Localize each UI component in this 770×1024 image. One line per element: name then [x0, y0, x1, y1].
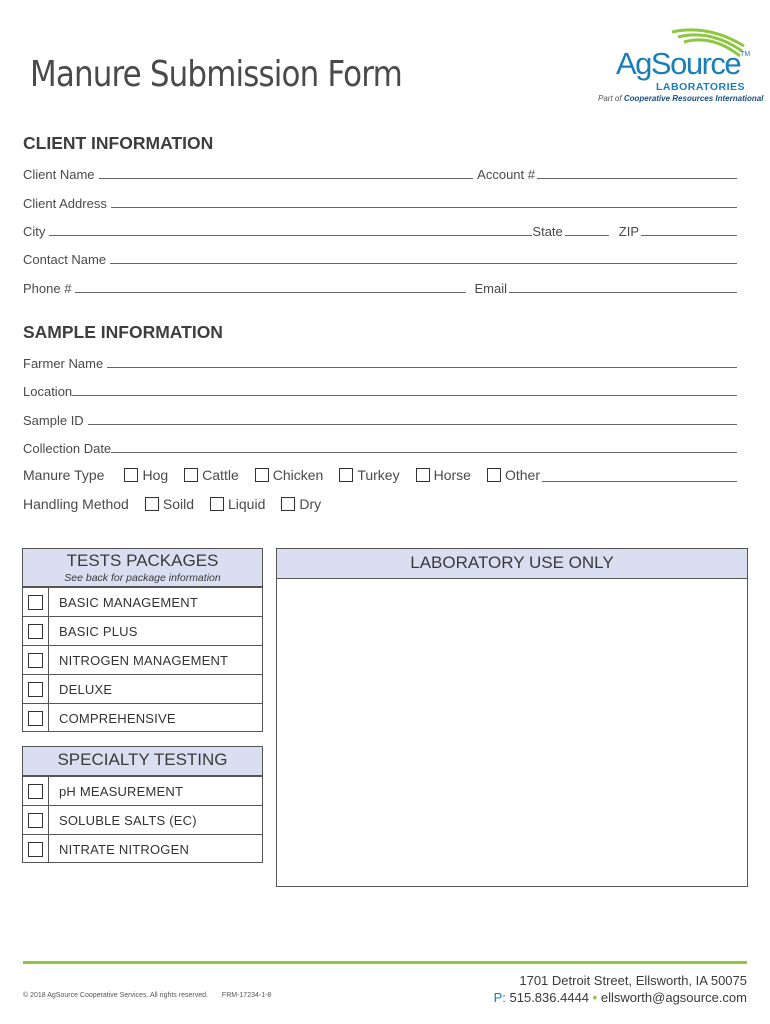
- package-checkbox[interactable]: [28, 682, 43, 697]
- manure-type-row: [23, 467, 737, 483]
- logo-part-of: Part of Cooperative Resources International: [598, 94, 764, 103]
- solid-label: Soild: [162, 496, 194, 512]
- hog-label: Hog: [142, 467, 169, 483]
- sample-id-row[interactable]: [23, 410, 737, 428]
- chicken-label: Chicken: [272, 467, 324, 483]
- package-checkbox[interactable]: [28, 595, 43, 610]
- tests-packages-header: [23, 549, 262, 587]
- package-checkbox[interactable]: [28, 711, 43, 726]
- laboratory-use-header: [277, 549, 747, 579]
- copyright-text: © 2018 AgSource Cooperative Services. All rights reserved.: [23, 992, 208, 999]
- specialty-checkbox[interactable]: [28, 784, 43, 799]
- package-label: NITROGEN MANAGEMENT: [59, 652, 229, 668]
- turkey-checkbox[interactable]: [339, 468, 353, 482]
- test-package-item[interactable]: [23, 674, 262, 703]
- specialty-test-item[interactable]: [23, 834, 262, 863]
- laboratory-use-box: [276, 548, 748, 887]
- email-label: Email: [474, 281, 507, 296]
- contact-name-field[interactable]: [110, 262, 737, 264]
- horse-checkbox[interactable]: [416, 468, 430, 482]
- specialty-testing-box: [22, 746, 263, 863]
- email-field[interactable]: [509, 291, 737, 293]
- cattle-label: Cattle: [202, 467, 239, 483]
- manure-option-chicken[interactable]: [255, 467, 324, 483]
- phone-label: Phone #: [23, 281, 72, 296]
- test-package-item[interactable]: [23, 616, 262, 645]
- client-address-label: Client Address: [23, 196, 107, 211]
- handling-option-dry[interactable]: [281, 496, 321, 512]
- contact-name-row[interactable]: [23, 249, 737, 267]
- package-label: DELUXE: [59, 681, 113, 697]
- collection-date-row[interactable]: [23, 438, 737, 456]
- tests-packages-box: [22, 548, 263, 732]
- package-label: BASIC PLUS: [59, 623, 138, 639]
- manure-option-turkey[interactable]: [339, 467, 399, 483]
- client-name-row[interactable]: [23, 164, 737, 182]
- zip-label: ZIP: [618, 224, 639, 239]
- footer-copyright: [23, 992, 285, 999]
- form-code: FRM-17234-1-8: [221, 992, 272, 999]
- logo-tm: TM: [740, 51, 751, 58]
- account-label: Account #: [477, 167, 535, 182]
- specialty-label: NITRATE NITROGEN: [59, 841, 190, 857]
- hog-checkbox[interactable]: [124, 468, 138, 482]
- logo-brand: AgSource: [616, 46, 741, 81]
- package-checkbox[interactable]: [28, 653, 43, 668]
- other-checkbox[interactable]: [487, 468, 501, 482]
- tests-packages-title: TESTS PACKAGES: [66, 551, 219, 570]
- tests-packages-subtitle: See back for package information: [64, 572, 221, 584]
- manure-option-other[interactable]: [487, 467, 737, 483]
- cattle-checkbox[interactable]: [184, 468, 198, 482]
- test-package-item[interactable]: [23, 587, 262, 616]
- specialty-label: SOLUBLE SALTS (EC): [59, 812, 197, 828]
- specialty-test-item[interactable]: [23, 805, 262, 834]
- city-row[interactable]: [23, 221, 737, 239]
- city-field[interactable]: [49, 234, 532, 236]
- laboratory-use-title: LABORATORY USE ONLY: [410, 553, 614, 572]
- footer-contact: [494, 973, 747, 1005]
- other-label: Other: [504, 467, 540, 483]
- farmer-name-row[interactable]: [23, 353, 737, 371]
- state-label: State: [532, 224, 563, 239]
- footer-divider: [23, 961, 747, 964]
- agsource-logo: [598, 26, 764, 106]
- location-field[interactable]: [72, 394, 737, 396]
- farmer-name-field[interactable]: [107, 366, 737, 368]
- handling-option-solid[interactable]: [145, 496, 194, 512]
- manure-option-hog[interactable]: [124, 467, 168, 483]
- sample-id-field[interactable]: [88, 423, 737, 425]
- liquid-label: Liquid: [228, 496, 266, 512]
- liquid-checkbox[interactable]: [210, 497, 224, 511]
- specialty-checkbox[interactable]: [28, 842, 43, 857]
- sample-info-heading: SAMPLE INFORMATION: [23, 322, 223, 342]
- client-info-heading: CLIENT INFORMATION: [23, 133, 214, 153]
- contact-name-label: Contact Name: [23, 252, 107, 267]
- other-field[interactable]: [542, 469, 737, 482]
- collection-date-field[interactable]: [111, 451, 737, 453]
- manure-option-cattle[interactable]: [184, 467, 239, 483]
- package-label: BASIC MANAGEMENT: [59, 594, 198, 610]
- location-label: Location: [23, 384, 73, 399]
- horse-label: Horse: [433, 467, 471, 483]
- turkey-label: Turkey: [357, 467, 400, 483]
- bullet-separator: •: [592, 990, 598, 1005]
- zip-field[interactable]: [641, 234, 737, 236]
- client-name-label: Client Name: [23, 167, 95, 182]
- dry-checkbox[interactable]: [281, 497, 295, 511]
- footer-address: 1701 Detroit Street, Ellsworth, IA 50075: [519, 973, 747, 988]
- footer-email[interactable]: ellsworth@agsource.com: [600, 990, 747, 1005]
- chicken-checkbox[interactable]: [255, 468, 269, 482]
- logo-subtitle: LABORATORIES: [656, 81, 746, 93]
- handling-method-label: Handling Method: [23, 496, 129, 512]
- package-checkbox[interactable]: [28, 624, 43, 639]
- farmer-name-label: Farmer Name: [23, 356, 104, 371]
- footer-phone[interactable]: 515.836.4444: [509, 990, 590, 1005]
- phone-field[interactable]: [75, 291, 466, 293]
- test-package-item[interactable]: [23, 645, 262, 674]
- specialty-checkbox[interactable]: [28, 813, 43, 828]
- client-name-field[interactable]: [99, 177, 474, 179]
- manure-option-horse[interactable]: [416, 467, 471, 483]
- dry-label: Dry: [299, 496, 322, 512]
- test-package-item[interactable]: [23, 703, 262, 732]
- specialty-label: pH MEASUREMENT: [59, 783, 184, 799]
- account-field[interactable]: [537, 177, 737, 179]
- location-row[interactable]: [23, 381, 737, 399]
- state-field[interactable]: [565, 234, 609, 236]
- manure-type-label: Manure Type: [23, 467, 105, 483]
- specialty-testing-title: SPECIALTY TESTING: [57, 750, 228, 769]
- package-label: COMPREHENSIVE: [59, 710, 176, 726]
- specialty-test-item[interactable]: [23, 776, 262, 805]
- solid-checkbox[interactable]: [145, 497, 159, 511]
- handling-method-row: [23, 496, 337, 512]
- specialty-testing-header: [23, 747, 262, 776]
- page-title: Manure Submission Form: [30, 54, 402, 95]
- phone-prefix: P:: [493, 990, 506, 1005]
- collection-date-label: Collection Date: [23, 441, 112, 456]
- handling-option-liquid[interactable]: [210, 496, 265, 512]
- client-address-row[interactable]: [23, 193, 737, 211]
- city-label: City: [23, 224, 46, 239]
- client-address-field[interactable]: [111, 206, 737, 208]
- phone-row[interactable]: [23, 278, 737, 296]
- sample-id-label: Sample ID: [23, 413, 84, 428]
